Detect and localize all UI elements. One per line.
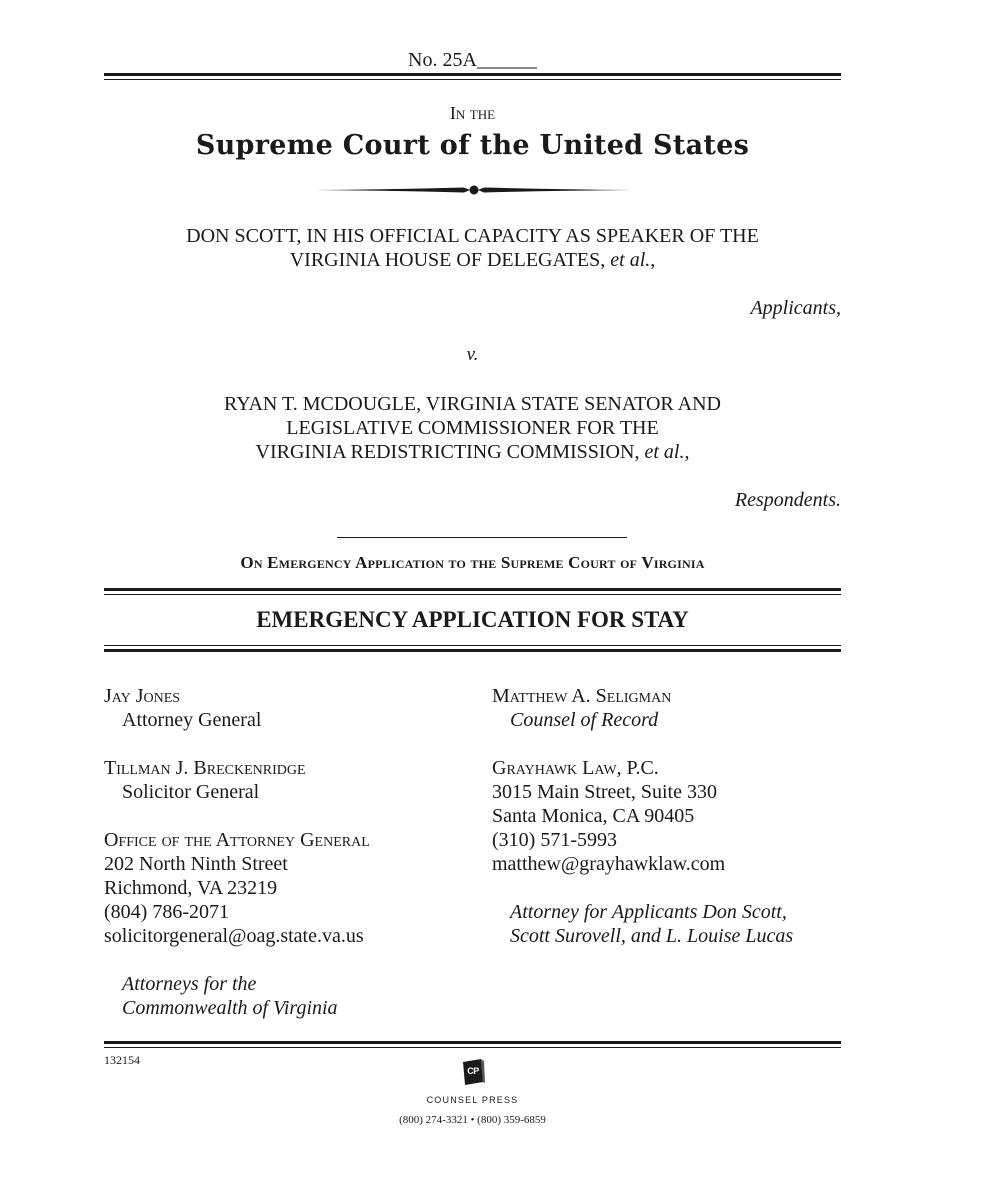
ag-name: Jay Jones [104, 685, 181, 707]
left-address-line-1: 202 North Ninth Street [104, 853, 288, 875]
court-name: Supreme Court of the United States [195, 130, 750, 161]
right-address-line-1: 3015 Main Street, Suite 330 [492, 781, 717, 803]
footer-rule-thin [104, 1047, 841, 1048]
in-the-label: In the [449, 103, 496, 123]
title-rule-bottom-thin [104, 645, 841, 646]
docket-number: No. 25A______ [408, 49, 537, 71]
ag-title: Attorney General [122, 709, 262, 731]
respondents-line-3-text: VIRGINIA REDISTRICTING COMMISSION, [255, 441, 640, 463]
respondents-role: Respondents. [734, 489, 841, 511]
left-role-line-1: Attorneys for the [122, 973, 257, 995]
right-phone: (310) 571-5993 [492, 829, 617, 851]
logo-letters: CP [467, 1066, 479, 1076]
versus: v. [466, 344, 479, 365]
header-rule-thin [104, 79, 841, 80]
left-address-line-2: Richmond, VA 23219 [104, 877, 278, 899]
office-name: Office of the Attorney General [104, 829, 370, 851]
sg-name: Tillman J. Breckenridge [104, 757, 306, 779]
applicants-comma: , [650, 249, 656, 271]
counsel-title: Counsel of Record [510, 709, 659, 731]
title-rule-top-thin [104, 594, 841, 595]
respondents-comma: , [684, 441, 690, 463]
respondents-line-2: LEGISLATIVE COMMISSIONER FOR THE [286, 417, 659, 439]
title-rule-top-thick [104, 588, 841, 591]
title-rule-bottom-thick [104, 649, 841, 652]
applicants-line-2 [104, 248, 841, 272]
firm-name: Grayhawk Law, P.C. [492, 757, 659, 779]
publisher-name: COUNSEL PRESS [426, 1095, 519, 1105]
left-email: solicitorgeneral@oag.state.va.us [104, 925, 364, 947]
left-phone: (804) 786-2071 [104, 901, 229, 923]
left-counsel-block [104, 684, 474, 1020]
right-address-line-2: Santa Monica, CA 90405 [492, 805, 695, 827]
right-role-line-1: Attorney for Applicants Don Scott, [510, 901, 787, 923]
applicants-block [104, 224, 841, 272]
ornamental-rule [314, 183, 634, 197]
respondents-et-al: et al. [644, 441, 685, 463]
footer-rule-thick [104, 1041, 841, 1044]
respondents-block [104, 392, 841, 464]
respondents-line-3 [104, 440, 841, 464]
respondents-line-1: RYAN T. MCDOUGLE, VIRGINIA STATE SENATOR AND [224, 393, 721, 415]
right-email: matthew@grayhawklaw.com [492, 853, 726, 875]
right-role-line-2: Scott Surovell, and L. Louise Lucas [510, 925, 794, 947]
header-rule-thick [104, 73, 841, 76]
job-number: 132154 [104, 1053, 140, 1067]
applicants-role: Applicants, [750, 297, 841, 319]
document-title: EMERGENCY APPLICATION FOR STAY [256, 607, 689, 632]
on-application-line: On Emergency Application to the Supreme Court of Virginia [240, 553, 705, 572]
applicants-et-al: et al. [610, 249, 651, 271]
left-role-line-2: Commonwealth of Virginia [122, 997, 338, 1019]
right-counsel-block [492, 684, 841, 948]
applicants-line-1: DON SCOTT, IN HIS OFFICIAL CAPACITY AS SPEAKER OF THE [186, 225, 759, 247]
sg-title: Solicitor General [122, 781, 260, 803]
publisher-phones: (800) 274-3321 • (800) 359-6859 [399, 1114, 546, 1126]
counsel-press-logo [461, 1058, 485, 1086]
applicants-line-2-text: VIRGINIA HOUSE OF DELEGATES, [289, 249, 606, 271]
short-divider [337, 537, 627, 538]
counsel-name: Matthew A. Seligman [492, 685, 672, 707]
